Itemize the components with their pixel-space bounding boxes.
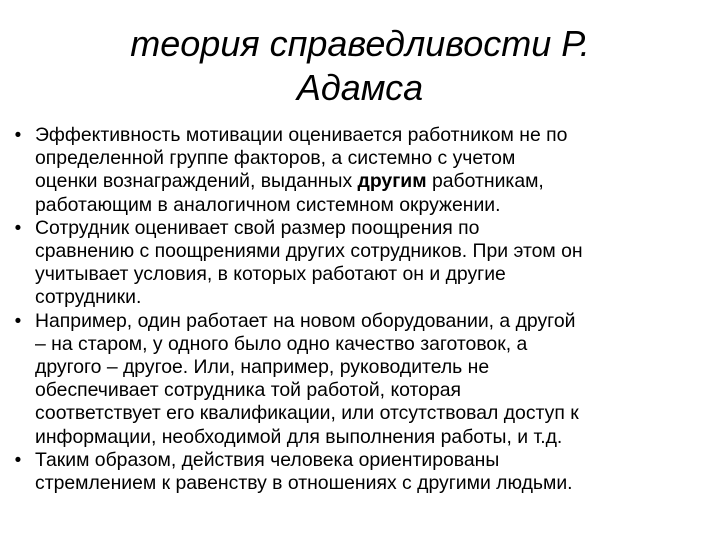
bullet-text-line: учитывает условия, в которых работают он и другие [35, 263, 506, 286]
bullet-text-line: Например, один работает на новом оборудовании, а другой [35, 309, 576, 332]
bullet-text-line: сотрудники. [35, 286, 142, 309]
bullet-text-line: Сотрудник оценивает свой размер поощрения по [35, 216, 480, 239]
bullet-text-line: сравнению с поощрениями других сотрудников. При этом он [35, 240, 583, 263]
bullet-list [10, 124, 716, 495]
bullet-text-line: обеспечивает сотрудника той работой, которая [35, 379, 462, 402]
bullet-text-line: – на старом, у одного было одно качество заготовок, а [35, 332, 528, 355]
bullet-marker: • [14, 125, 22, 146]
bullet-text-line: Таким образом, действия человека ориентированы [35, 448, 500, 471]
bullet-text-line: другого – другое. Или, например, руководитель не [35, 356, 490, 379]
bullet-text-line: Эффективность мотивации оценивается работником не по [35, 124, 568, 146]
bullet-text-line: соответствует его квалификации, или отсутствовал доступ к [35, 402, 579, 425]
bullet-text-line: стремлением к равенству в отношениях с другими людьми. [35, 472, 573, 495]
bullet-text-line: работающим в аналогичном системном окружении. [35, 193, 501, 216]
emphasized-word: другим [357, 170, 427, 193]
text-segment: оценки вознаграждений, выданных [35, 170, 358, 193]
bullet-text-line-with-emphasis [35, 170, 716, 193]
bullet-item [10, 217, 716, 310]
bullet-marker: • [14, 310, 22, 332]
text-segment: работникам, [426, 170, 544, 193]
bullet-text-line: определенной группе факторов, а системно с учетом [35, 147, 516, 170]
bullet-item [10, 449, 716, 495]
bullet-marker: • [14, 217, 22, 239]
bullet-item [10, 124, 716, 217]
bullet-text-line: информации, необходимой для выполнения работы, и т.д. [35, 425, 563, 448]
slide-title-line: теория справедливости Р. [130, 23, 590, 64]
bullet-marker: • [14, 449, 22, 471]
slide-title [60, 22, 660, 110]
slide-title-line: Адамса [296, 67, 424, 108]
bullet-item [10, 310, 716, 449]
